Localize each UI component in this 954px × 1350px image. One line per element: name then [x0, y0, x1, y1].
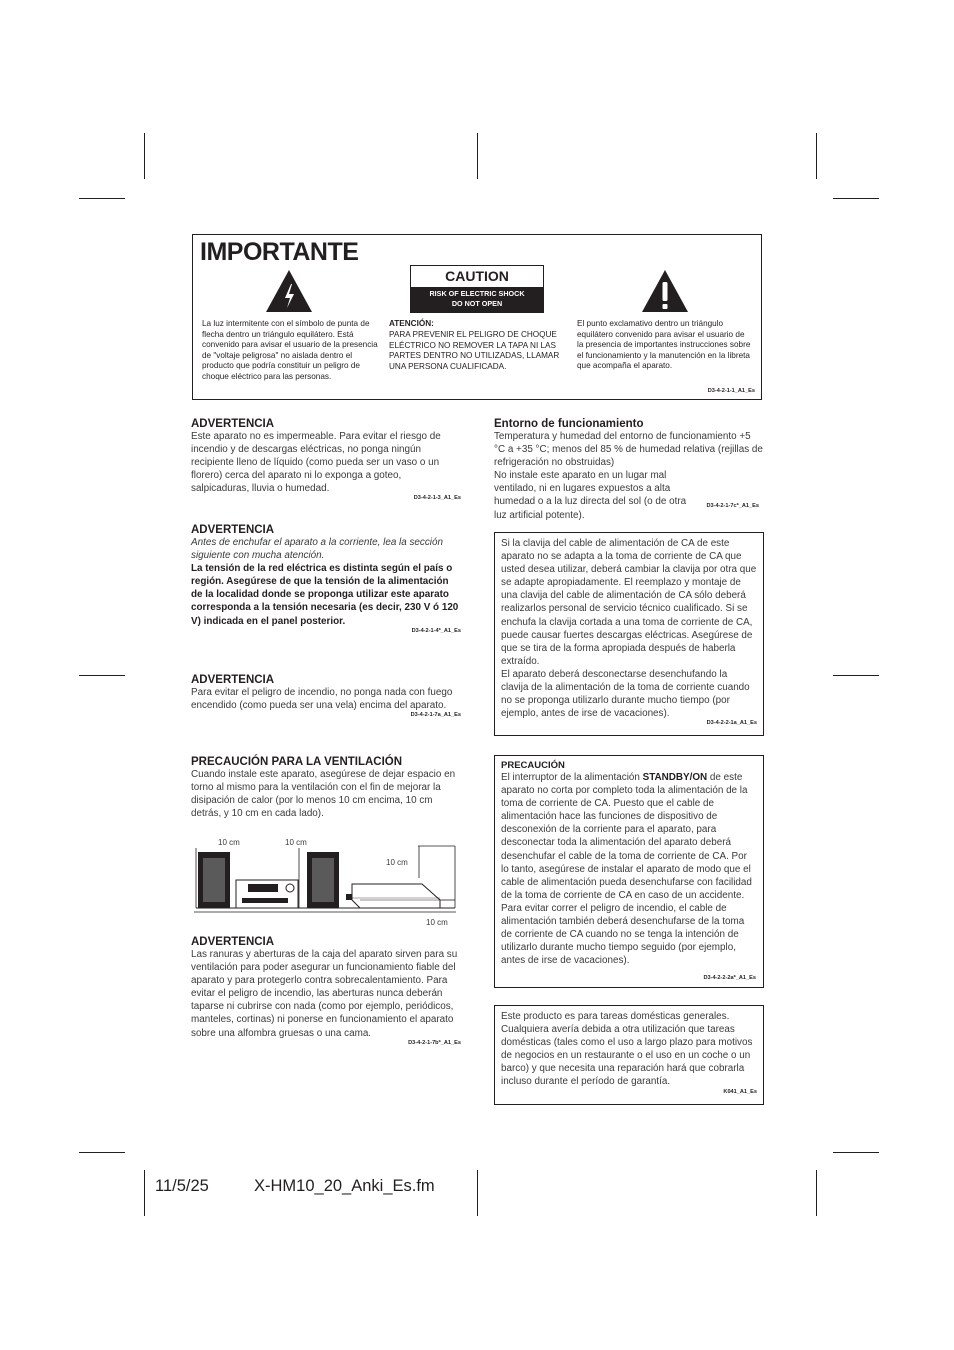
- section-code: D3-4-2-1-7c*_A1_Es: [706, 503, 759, 509]
- caution-line-1: RISK OF ELECTRIC SHOCK: [429, 289, 525, 298]
- lightning-warning-text: La luz intermitente con el símbolo de punta de flecha dentro un triángulo equilátero. Está convenido para avisar el usuario de la presencia de "voltaje peligrosa" no aislada dentro el producto que podría constituir un peligro de choque eléctrico para las personas.: [202, 319, 378, 381]
- standby-on-label: STANDBY/ON: [642, 772, 708, 783]
- box-text-post: de este aparato no corta por completo toda la alimentación de la toma de corriente de CA. Puesto que el cable de alimentación hace las funciones de dispositivo de desconexión de la corriente para el aparato, para desconectar toda la alimentación del aparato deberá desenchufar el cable de la toma de corriente de CA. Por lo tanto, asegúrese de instalar el aparato de modo que el cable de alimentación pueda desenchufarse con facilidad de la toma de corriente de CA en caso de un accidente. Para evitar correr el peligro de incendio, el cable de alimentación también deberá desenchufarse de la toma de corriente de CA cuando no se tenga la intención de utilizarlo durante mucho tiempo seguido (por ejemplo, antes de irse de vacaciones).: [501, 772, 752, 967]
- section-heading: ADVERTENCIA: [191, 524, 275, 536]
- box-text: Este producto es para tareas domésticas generales. Cualquiera avería debida a otra utilización que tareas domésticas (tales como el uso a largo plazo para motivos de negocios en un restaurante o el uso en un coche o un barco) y que necesita una reparación hará que cobrarla incluso durante el período de garantía.: [501, 1011, 753, 1088]
- section-italic: Antes de enchufar el aparato a la corriente, lea la sección siguiente con mucha atención.: [191, 537, 443, 562]
- footer-date: 11/5/25: [155, 1177, 209, 1195]
- crop-mark: [477, 133, 478, 179]
- domestic-use-box: [494, 1005, 764, 1105]
- section-code: D3-4-2-1-7b*_A1_Es: [408, 1039, 461, 1046]
- section-text: Cuando instale este aparato, asegúrese de dejar espacio en torno al mismo para la ventilación con el fin de mejorar la disipación de calor (por lo menos 10 cm encima, 10 cm detrás, y 10 cm en cada lado).: [191, 769, 456, 820]
- box-text: Si la clavija del cable de alimentación de CA de este aparato no se adapta a la toma de corriente de CA que usted desea utilizar, deberá cambiar la clavija por otra que se adapte apropiadamente. El reemplazo y montaje de una clavija del cable de alimentación de CA sólo deberá realizarlos personal de servicio técnico cualificado. Si se enchufa la clavija cortada a una toma de corriente de CA, puede causar fuertes descargas eléctricas. Asegúrese de que se tira de la forma apropiada después de haberla extraído.: [501, 538, 757, 667]
- section-text: Para evitar el peligro de incendio, no ponga nada con fuego encendido (como pueda ser una vela) encima del aparato.: [191, 687, 453, 712]
- section-code: D3-4-2-1-1_A1_Es: [707, 388, 755, 394]
- standby-precaution-box: [494, 755, 764, 988]
- advertencia-voltage: [191, 524, 461, 634]
- exclamation-warning-icon: [641, 269, 689, 313]
- caution-bar: [411, 287, 543, 312]
- crop-mark: [79, 198, 125, 199]
- section-bold: La tensión de la red eléctrica es distinta según el país o región. Asegúrese de que la tensión de la alimentación de la localidad donde se proponga utilizar este aparato corresponda a la tensión necesaria (es decir, 230 V ó 120 V) indicada en el panel posterior.: [191, 563, 459, 627]
- section-text-2: No instale este aparato en un lugar mal ventilado, ni en lugares expuestos a alta humedad o a la luz directa del sol (o de otra luz artificial potente).: [494, 470, 687, 521]
- box-text: [495, 771, 763, 967]
- section-text: Las ranuras y aberturas de la caja del aparato sirven para su ventilación para poder asegurar un funcionamiento fiable del aparato y para protegerlo contra sobrecalentamiento. Para evitar el peligro de incendio, las aberturas nunca deberán taparse ni cubrirse con nada (como por ejemplo, periódicos, manteles, cortinas) ni ponerse en funcionamiento el aparato sobre una alfombra gruesas o una cama.: [191, 949, 458, 1039]
- crop-mark: [144, 1170, 145, 1216]
- box-text-2: El aparato deberá desconectarse desenchufando la clavija de la alimentación de la toma de corriente cuando no se proponga utilizarlo durante mucho tiempo (por ejemplo, antes de irse de vacaciones).: [501, 668, 750, 720]
- section-heading: PRECAUCIÓN PARA LA VENTILACIÓN: [191, 756, 403, 768]
- box-text-pre: El interruptor de la alimentación: [501, 772, 643, 783]
- section-heading: ADVERTENCIA: [191, 936, 275, 948]
- crop-mark: [477, 1170, 478, 1216]
- section-code: D3-4-2-2-1a_A1_Es: [706, 720, 757, 727]
- exclamation-warning-text: El punto exclamativo dentro un triángulo equilátero convenido para avisar el usuario de la presencia de importantes instrucciones sobre el funcionamiento y la manutención en la libreta que acompaña el aparato.: [577, 319, 751, 371]
- advertencia-slots: [191, 936, 461, 1046]
- ventilation-section: [191, 756, 461, 820]
- crop-mark: [144, 133, 145, 179]
- crop-mark: [79, 675, 125, 676]
- section-text: Este aparato no es impermeable. Para evitar el riesgo de incendio y de descargas eléctricas, no ponga ningún recipiente lleno de líquido (como pueda ser un vaso o un florero) cerca del aparato ni lo exponga a goteo, salpicaduras, lluvia o humedad.: [191, 431, 441, 495]
- caution-title: CAUTION: [445, 268, 509, 284]
- advertencia-water: [191, 418, 461, 501]
- crop-mark: [833, 1152, 879, 1153]
- attention-text: PARA PREVENIR EL PELIGRO DE CHOQUE ELÉCTRICO NO REMOVER LA TAPA NI LAS PARTES DENTRO NO UTILIZADAS, LLAMAR UNA PERSONA CUALIFICADA.: [389, 330, 560, 371]
- section-text: Temperatura y humedad del entorno de funcionamiento +5 °C a +35 °C; menos del 85 % de humedad relativa (rejillas de refrigeración no obstruidas): [494, 431, 763, 469]
- section-code: D3-4-2-1-3_A1_Es: [413, 495, 461, 502]
- section-code: D3-4-2-1-7a_A1_Es: [410, 712, 461, 719]
- dimension-label: 10 cm: [386, 858, 408, 867]
- crop-mark: [816, 133, 817, 179]
- section-code: K041_A1_Es: [723, 1088, 757, 1095]
- box-heading: PRECAUCIÓN: [501, 760, 565, 771]
- plug-notice-box: [494, 532, 764, 736]
- page-title: IMPORTANTE: [200, 238, 359, 266]
- dimension-label: 10 cm: [426, 918, 448, 927]
- footer-filename: X-HM10_20_Anki_Es.fm: [254, 1177, 435, 1195]
- section-heading: Entorno de funcionamiento: [494, 418, 644, 430]
- crop-mark: [79, 1152, 125, 1153]
- crop-mark: [816, 1170, 817, 1216]
- section-heading: ADVERTENCIA: [191, 418, 275, 430]
- section-code: D3-4-2-1-4*_A1_Es: [411, 627, 461, 634]
- section-heading: ADVERTENCIA: [191, 674, 275, 686]
- dimension-label: 10 cm: [285, 838, 307, 847]
- attention-label: ATENCIÓN:: [389, 319, 434, 328]
- caution-line-2: DO NOT OPEN: [451, 299, 503, 308]
- caution-label: [410, 265, 544, 313]
- section-code: D3-4-2-2-2a*_A1_Es: [703, 975, 756, 981]
- ventilation-diagram: [190, 832, 462, 932]
- lightning-warning-icon: [265, 269, 313, 313]
- crop-mark: [833, 198, 879, 199]
- crop-mark: [833, 675, 879, 676]
- dimension-label: 10 cm: [218, 838, 240, 847]
- advertencia-fire: [191, 674, 461, 718]
